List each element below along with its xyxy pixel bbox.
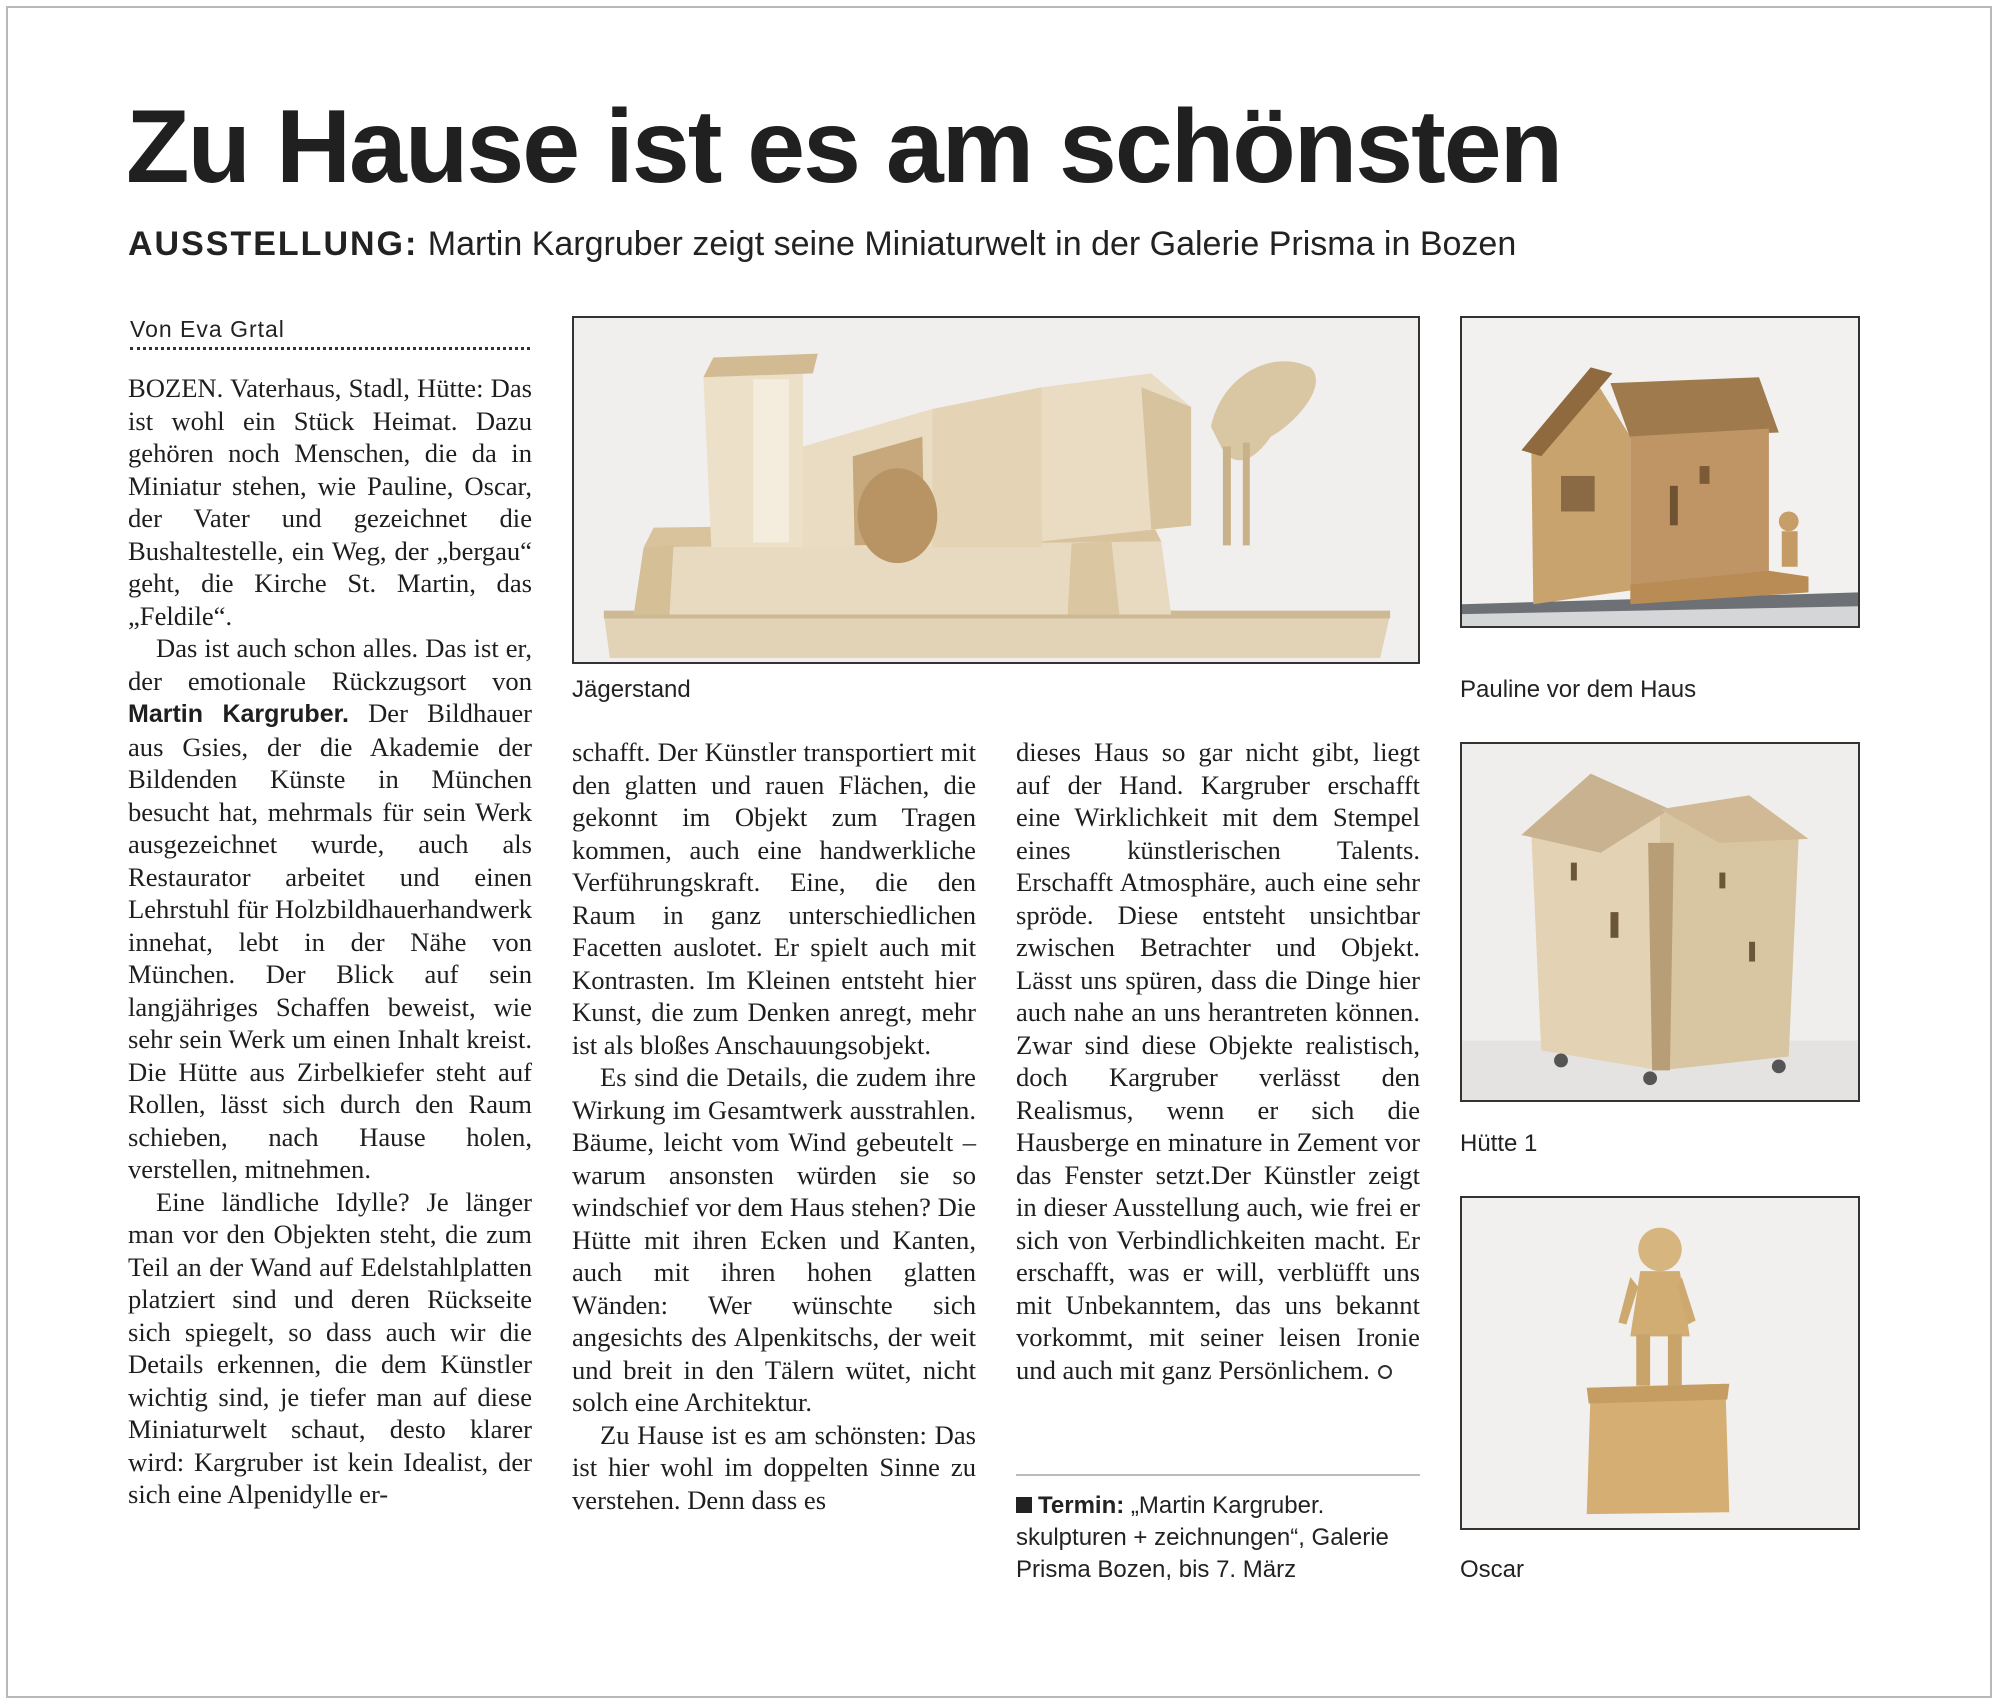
caption-pauline: Pauline vor dem Haus <box>1460 676 1697 703</box>
event-info-box <box>1016 1474 1420 1586</box>
kicker: AUSSTELLUNG: <box>128 225 419 263</box>
photo-huette-1 <box>1460 742 1860 1102</box>
paragraph-text: dieses Haus so gar nicht gibt, liegt auf der Hand. Kargruber erschafft eine Wirklichkeit mit dem Stempel eines künstlerischen Talents. Erschafft Atmosphäre, auch eine sehr spröde. Diese entsteht unsichtbar zwischen Betrachter und Objekt. Lässt uns spüren, dass die Dinge hier auch nahe an uns herantreten können. Zwar sind diese Objekte realistisch, doch Kargruber verlässt den Realismus, wenn er sich die Hausberge en minature in Zement vor das Fenster setzt.Der Künstler zeigt in dieser Ausstellung auch, wie frei er sich von Verbindlichkeiten macht. Er erschafft, was er will, verblüfft uns mit Unbekanntem, das uns bekannt vorkommt, mit seiner leisen Ironie und auch mit ganz Persönlichem. <box>1016 737 1420 1385</box>
paragraph: schafft. Der Künstler transportiert mit den glatten und rauen Flächen, die gekonnt im Objekt zum Tragen kommen, auch eine handwerkliche Verführungskraft. Eine, die den Raum in ganz unterschiedlichen Facetten auslotet. Er spielt auch mit Kontrasten. Im Kleinen entsteht hier Kunst, die zum Denken anregt, mehr ist als bloßes Anschauungsobjekt. <box>572 737 976 1060</box>
wooden-sculpture-photo-icon <box>574 318 1418 662</box>
byline: Von Eva Grtal <box>130 316 530 350</box>
photo-jaegerstand <box>572 316 1420 664</box>
paragraph: Eine ländliche Idylle? Je länger man vor den Objekten steht, die zum Teil an der Wand auf Edelstahlplatten platziert sind und deren Rückseite sich spiegelt, so dass auch wir die Details erkennen, die dem Künstler wichtig sind, je tiefer man auf diese Miniaturwelt schaut, desto klarer wird: Kargruber ist kein Idealist, der sich eine Alpenidylle er- <box>128 1186 532 1509</box>
caption-oscar: Oscar <box>1460 1556 1525 1583</box>
termin-text: „Martin Kargruber. skulpturen + zeichnungen“, Galerie Prisma Bozen, bis 7. März <box>1016 1492 1389 1583</box>
square-bullet-icon <box>1016 1497 1032 1513</box>
paragraph-text: Der Bildhauer aus Gsies, der die Akademie der Bildenden Künste in München besucht hat, mehrmals für sein Werk ausgezeichnet wurde, auch als Restaurator arbeitet und einen Lehrstuhl für Holzbildhauerhandwerk innehat, lebt in der Nähe von München. Der Blick auf sein langjähriges Schaffen beweist, wie sehr sein Werk um einen Inhalt kreist. Die Hütte aus Zirbelkiefer steht auf Rollen, lässt sich durch den Raum schieben, nach Hause holen, verstellen, mitnehmen. <box>128 698 533 1184</box>
paragraph: Zu Hause ist es am schönsten: Das ist hier wohl im doppelten Sinne zu verstehen. Denn dass es <box>572 1419 976 1515</box>
subheadline-text: Martin Kargruber zeigt seine Miniaturwelt in der Galerie Prisma in Bozen <box>427 225 1517 263</box>
paragraph: Es sind die Details, die zudem ihre Wirkung im Gesamtwerk ausstrahlen. Bäume, leicht vom Wind gebeutelt – warum ansonsten würden sie so windschief vor dem Haus stehen? Die Hütte mit ihren Ecken und Kanten, auch mit ihren hohen glatten Wänden: Wer wünschte sich angesichts des Alpenkitschs, der weit und breit in den Tälern wütet, nicht solch eine Architektur. <box>572 1062 976 1417</box>
caption-jaegerstand: Jägerstand <box>572 676 691 703</box>
subheadline <box>128 226 1516 263</box>
photo-oscar <box>1460 1196 1860 1530</box>
wooden-hut-photo-icon <box>1462 744 1858 1100</box>
termin-label: Termin: <box>1038 1492 1125 1519</box>
paragraph: BOZEN. Vaterhaus, Stadl, Hütte: Das ist wohl ein Stück Heimat. Dazu gehören noch Menschen, die da in Miniatur stehen, wie Pauline, Oscar, der Vater und gezeichnet die Bushaltestelle, ein Weg, der „bergau“ geht, die Kirche St. Martin, das „Feldile“. <box>128 373 532 631</box>
article-column-2 <box>572 736 976 1516</box>
artist-name: Martin Kargruber. <box>128 700 349 728</box>
paragraph <box>128 632 532 1186</box>
paragraph <box>1016 736 1420 1386</box>
caption-huette-1: Hütte 1 <box>1460 1130 1538 1157</box>
article-column-1 <box>128 372 532 1511</box>
paragraph-text: Das ist auch schon alles. Das ist er, der emotionale Rückzugsort von <box>128 633 532 696</box>
article-column-3 <box>1016 736 1420 1386</box>
wooden-figure-photo-icon <box>1462 1198 1858 1528</box>
wooden-house-photo-icon <box>1462 318 1858 626</box>
headline: Zu Hause ist es am schönsten <box>126 89 1562 205</box>
photo-pauline-vor-dem-haus <box>1460 316 1860 628</box>
end-mark-icon <box>1378 1365 1392 1379</box>
